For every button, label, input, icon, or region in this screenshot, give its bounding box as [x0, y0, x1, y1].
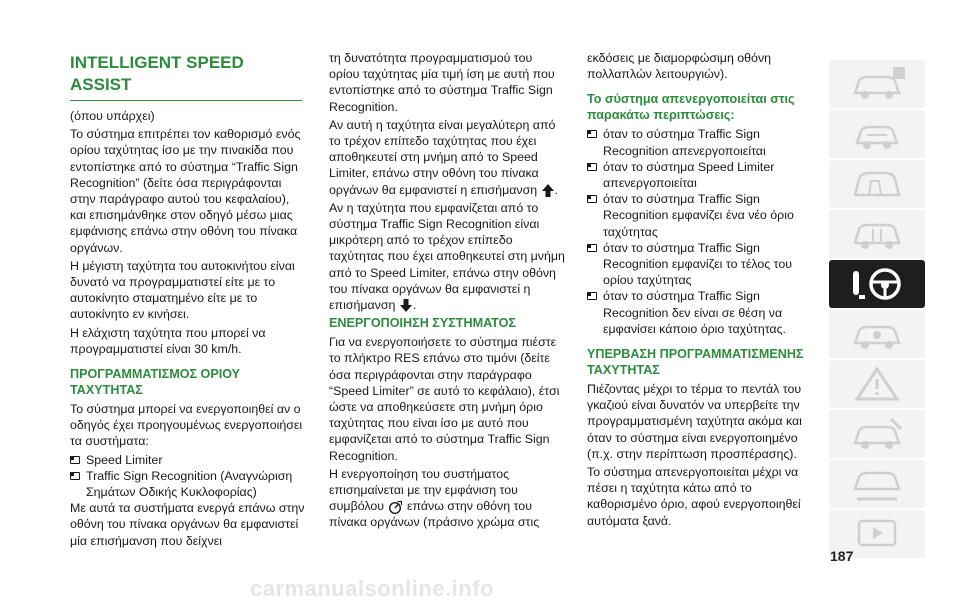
bullet-icon: [587, 163, 597, 171]
tab-car-seats[interactable]: [829, 160, 925, 208]
subheading: Το σύστημα απενεργοποιείται στις παρακάτω περιπτώσεις:: [587, 92, 795, 123]
paragraph: τη δυνατότητα προγραμματισμού του ορίου ταχύτητας μία τιμή ίση με αυτή που εντοπίστηκε από το σύστημα Traffic Sign Recognition.: [329, 51, 555, 114]
list-item: [70, 468, 306, 500]
steering-key-icon: [847, 265, 907, 303]
subheading: ΥΠΕΡΒΑΣΗ ΠΡΟΓΡΑΜΜΑΤΙΣΜΕΝΗΣ ΤΑΧΥΤΗΤΑΣ: [587, 347, 804, 378]
list-item: [587, 191, 823, 240]
warning-triangle-icon: [847, 365, 907, 403]
section-title-line1: INTELLIGENT SPEED: [70, 53, 244, 72]
arrow-up-icon: [542, 184, 554, 197]
tab-steering-key[interactable]: [829, 260, 925, 308]
list-item: [587, 126, 823, 158]
subheading: ΕΝΕΡΓΟΠΟΙΗΣΗ ΣΥΣΤΗΜΑΤΟΣ: [329, 316, 516, 331]
tab-car-lights[interactable]: [829, 110, 925, 158]
paragraph: Πιέζοντας μέχρι το τέρμα το πεντάλ του γκαζιού είναι δυνατόν να υπερβείτε την προγραμματισμένη ταχύτητα ακόμα και όταν το σύστημα είναι ενεργοποιημένο (π.χ. στην περίπτωση προσπέρασης).: [587, 382, 802, 461]
tab-car-airbag[interactable]: [829, 310, 925, 358]
tab-car-info[interactable]: [829, 60, 925, 108]
paragraph-text: Αν η ταχύτητα που εμφανίζεται από το σύστημα Traffic Sign Recognition είναι μικρότερη από το τρέχον επίπεδο ταχύτητας που έχει αποθηκευτεί στη μνήμη από το Speed Limiter, επάνω στην οθόνη του πίνακα οργάνων θα εμφανιστεί η επισήμανση: [329, 200, 565, 313]
paragraph-end: .: [412, 298, 417, 313]
tab-car-door[interactable]: [829, 210, 925, 258]
paragraph: Το σύστημα απενεργοποιείται μέχρι να πέσει η ταχύτητα κάτω από το καθορισμένο όριο, αφού ενεργοποιηθεί αυτόματα ξανά.: [587, 465, 801, 528]
paragraph: Η ελάχιστη ταχύτητα που μπορεί να προγραμματιστεί είναι 30 km/h.: [70, 325, 266, 356]
page-number: 187: [830, 548, 854, 564]
column-1: [70, 50, 306, 551]
list-item-text: όταν το σύστημα Speed Limiter απενεργοποιείται: [603, 159, 775, 191]
list-item-text: Speed Limiter: [86, 452, 163, 467]
paragraph: Το σύστημα επιτρέπει τον καθορισμό ενός ορίου ταχύτητας ίσο με την πινακίδα που εντοπίστηκε από το σύστημα “Traffic Sign Recognition” (δείτε όσα περιγράφονται στην παράγραφο αυτού του κεφαλαίου), και επισημάνθηκε στον οδηγό μέσω μιας εμφάνισης επάνω στην οθόνη του πίνακα οργάνων.: [70, 127, 301, 255]
paragraph: (όπου υπάρχει): [70, 109, 155, 123]
paragraph-end: .: [554, 182, 559, 197]
paragraph: Το σύστημα μπορεί να ενεργοποιηθεί αν ο οδηγός έχει προηγουμένως ενεργοποιήσει τα συστήματα:: [70, 402, 303, 449]
paragraph: [329, 466, 565, 531]
chapter-tabs: [829, 60, 925, 560]
list-item-text: όταν το σύστημα Traffic Sign Recognition εμφανίζει ένα νέο όριο ταχύτητας: [603, 192, 794, 239]
paragraph-text: Η ενεργοποίηση του συστήματος επισημαίνεται με την εμφάνιση του συμβόλου: [329, 466, 518, 514]
watermark: carmanualsonline.info: [250, 576, 494, 601]
column-3: [587, 50, 823, 531]
list-item-text: Traffic Sign Recognition (Αναγνώριση Σημάτων Οδικής Κυκλοφορίας): [86, 468, 293, 500]
paragraph: Για να ενεργοποιήσετε το σύστημα πιέστε το πλήκτρο RES επάνω στο τιμόνι (δείτε όσα περιγράφονται στην παράγραφο “Speed Limiter” σε αυτό το κεφάλαιο), έτσι ώστε να αποθηκεύσετε στη μνήμη όριο ταχύτητας που είναι ίσο με αυτό που εμφανίζεται από το σύστημα Traffic Sign Recognition.: [329, 335, 560, 463]
bullet-icon: [70, 472, 80, 480]
bullet-icon: [70, 456, 80, 464]
paragraph: Με αυτά τα συστήματα ενεργά επάνω στην οθόνη του πίνακα οργάνων θα εμφανιστεί μία επισήμανση που δείχνει: [70, 501, 305, 548]
tab-car-lift[interactable]: [829, 460, 925, 508]
car-info-icon: [847, 65, 907, 103]
arrow-down-icon: [400, 299, 412, 312]
tab-warning[interactable]: [829, 360, 925, 408]
section-title-line2: ASSIST: [70, 75, 132, 94]
list-item: [587, 159, 823, 191]
tab-car-service[interactable]: [829, 410, 925, 458]
speed-assist-icon: [388, 501, 402, 514]
paragraph-text: επάνω στην οθόνη του πίνακα οργάνων (πράσινο χρώμα στις: [329, 499, 540, 530]
paragraph: Η μέγιστη ταχύτητα του αυτοκινήτου είναι δυνατό να προγραμματιστεί είτε με το αυτοκίνητο σταματημένο είτε με το αυτοκίνητο εν κινήσει.: [70, 258, 295, 322]
paragraph-text: Αν αυτή η ταχύτητα είναι μεγαλύτερη από το τρέχον επίπεδο ταχύτητας που έχει αποθηκευτεί στη μνήμη από το Speed Limiter, επάνω στην οθόνη του πίνακα οργάνων θα εμφανιστεί η επισήμανση: [329, 117, 556, 197]
column-2: [329, 50, 565, 533]
list-item: [70, 452, 306, 468]
list-item-text: όταν το σύστημα Traffic Sign Recognition δεν είναι σε θέση να εμφανίσει κάποιο όριο ταχύτητας.: [603, 289, 787, 336]
title-divider: [70, 100, 302, 101]
car-door-icon: [847, 215, 907, 253]
paragraph: [329, 117, 565, 198]
multimedia-icon: [847, 515, 907, 553]
car-lights-icon: [847, 115, 907, 153]
car-airbag-icon: [847, 315, 907, 353]
list-item-text: όταν το σύστημα Traffic Sign Recognition απενεργοποιείται: [603, 127, 766, 158]
car-lift-icon: [847, 465, 907, 503]
paragraph: [329, 200, 565, 313]
bullet-icon: [587, 292, 597, 300]
car-seats-icon: [847, 165, 907, 203]
list-item-text: όταν το σύστημα Traffic Sign Recognition εμφανίζει το τέλος του ορίου ταχύτητας: [603, 240, 793, 288]
bullet-icon: [587, 130, 597, 138]
paragraph: εκδόσεις με διαμορφώσιμη οθόνη πολλαπλών λειτουργιών).: [587, 51, 772, 82]
list-item: [587, 288, 823, 337]
subheading: ΠΡΟΓΡΑΜΜΑΤΙΣΜΟΣ ΟΡΙΟΥ ΤΑΧΥΤΗΤΑΣ: [70, 367, 241, 398]
car-service-icon: [847, 415, 907, 453]
bullet-icon: [587, 195, 597, 203]
bullet-icon: [587, 244, 597, 252]
list-item: [587, 240, 823, 289]
